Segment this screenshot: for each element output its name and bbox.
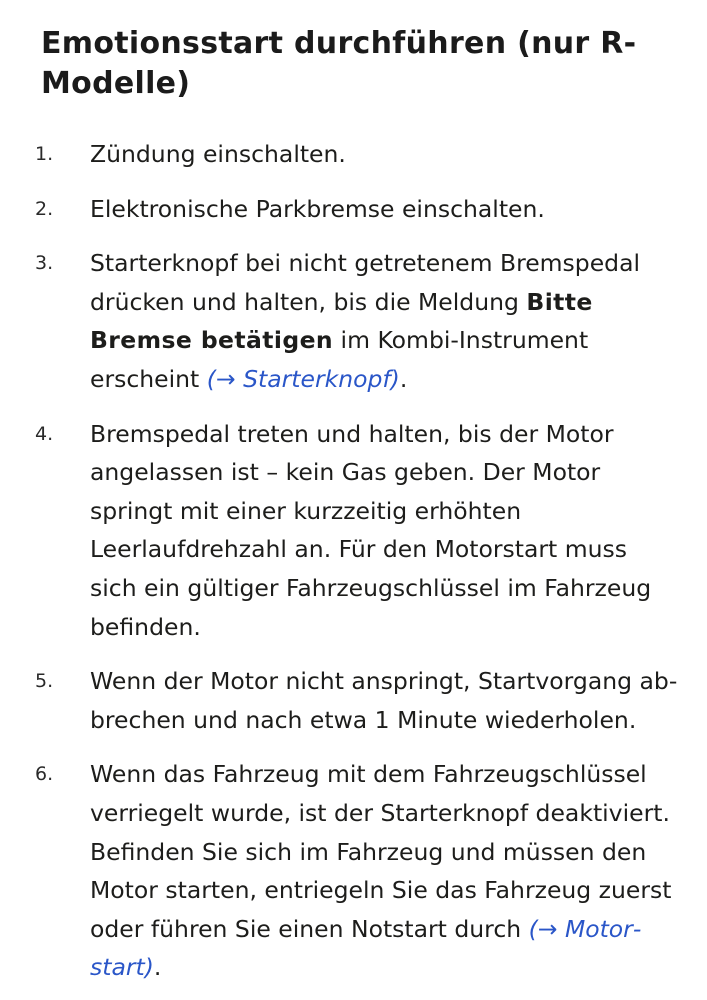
step-text-part: Wenn das Fahrzeug mit dem Fahrzeugschlüssel verriegelt wurde, ist der Starterknopf deaktiviert. Befinden Sie sich im Fahrzeug und müssen den Motor starten, entriegeln Sie das Fahrzeug zuerst oder führen Sie einen Notstart durch: [90, 760, 672, 943]
step-text: [90, 755, 680, 987]
step-text: Zündung einschalten.: [90, 140, 346, 168]
step-5: [0, 662, 680, 739]
step-number: 4.: [35, 422, 54, 445]
step-number: 1.: [35, 143, 54, 165]
title-line-2: Modelle): [41, 66, 191, 101]
step-2: [0, 190, 680, 229]
step-text: Elektronische Parkbremse einschalten.: [90, 194, 545, 223]
step-text: Wenn der Motor nicht anspringt, Startvorgang abbrechen und nach etwa 1 Minute wiederholen.: [90, 667, 678, 734]
step-number: 6.: [35, 763, 54, 786]
step-number: 5.: [35, 670, 54, 693]
step-text: [90, 244, 680, 398]
title-line-1: Emotionsstart durchführen (nur R-: [41, 26, 637, 61]
cross-reference-link-starterknopf[interactable]: (→ Starterknopf): [206, 364, 400, 393]
step-number: 3.: [35, 252, 54, 275]
cross-reference-link-motorstart[interactable]: (→ Motorstart): [90, 914, 642, 982]
step-text-end: .: [153, 953, 162, 982]
step-number: 2.: [35, 197, 54, 220]
step-3: [0, 244, 680, 398]
step-6: [0, 755, 680, 987]
step-text-part: Starterknopf bei nicht getretenem Bremspedal drücken und halten, bis die Meldung: [90, 249, 641, 316]
step-1: [0, 135, 680, 174]
instruction-steps: [0, 135, 707, 987]
display-message-text: Bitte Bremse betätigen: [90, 287, 593, 355]
step-text-part: im Kombi-Instrument erscheint: [90, 326, 589, 393]
page-title: [41, 24, 671, 104]
step-4: [0, 415, 680, 647]
step-text-end: .: [399, 364, 408, 393]
step-text: Bremspedal treten und halten, bis der Motor angelassen ist – kein Gas geben. Der Motor springt mit einer kurzzeitig erhöhten Leerlaufdrehzahl an. Für den Motorstart muss sich ein gültiger Fahrzeugschlüssel im Fahrzeug befinden.: [90, 419, 652, 641]
